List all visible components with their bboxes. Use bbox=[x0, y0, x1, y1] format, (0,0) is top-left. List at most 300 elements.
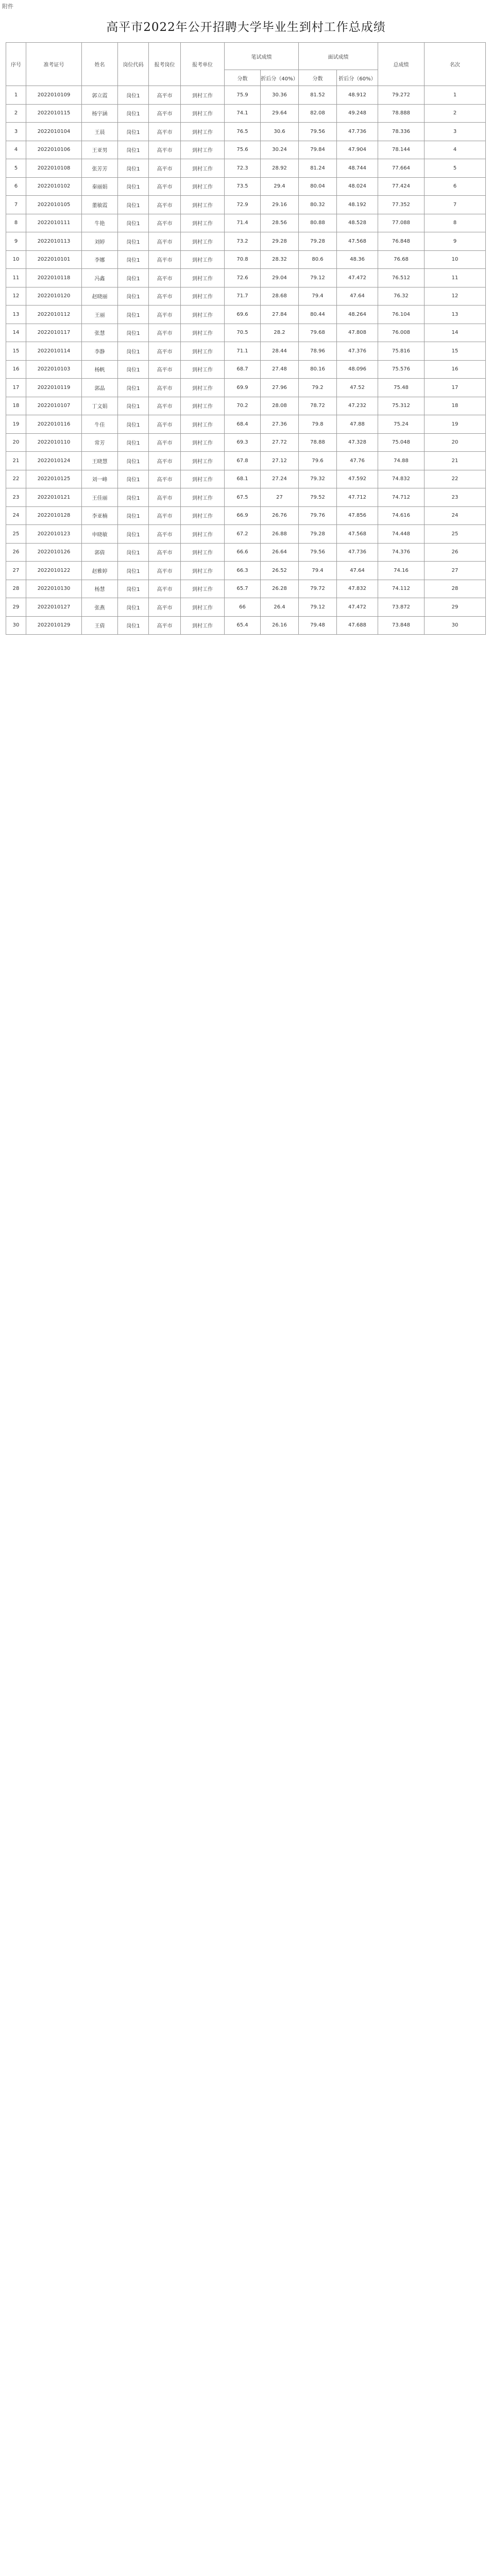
cell-rank: 18 bbox=[425, 397, 486, 415]
cell-name: 秦丽娟 bbox=[82, 177, 118, 196]
cell-interview-score: 79.28 bbox=[299, 232, 337, 251]
cell-written-score: 74.1 bbox=[225, 104, 261, 123]
table-row bbox=[6, 433, 486, 452]
cell-written-pct: 27.48 bbox=[261, 360, 299, 379]
cell-written-pct: 28.2 bbox=[261, 324, 299, 342]
cell-exam-no: 2022010128 bbox=[26, 506, 82, 525]
cell-exam-no: 2022010116 bbox=[26, 415, 82, 434]
cell-post-code: 岗位1 bbox=[118, 397, 149, 415]
cell-written-score: 71.4 bbox=[225, 214, 261, 232]
cell-seq: 3 bbox=[6, 123, 26, 141]
cell-rank: 3 bbox=[425, 123, 486, 141]
cell-interview-pct: 47.76 bbox=[337, 452, 378, 470]
cell-post-code: 岗位1 bbox=[118, 287, 149, 306]
cell-interview-score: 81.24 bbox=[299, 159, 337, 178]
header-dept: 报考单位 bbox=[181, 43, 225, 86]
table-row bbox=[6, 177, 486, 196]
cell-written-pct: 28.44 bbox=[261, 342, 299, 361]
cell-name: 李娜 bbox=[82, 250, 118, 269]
cell-written-score: 69.6 bbox=[225, 306, 261, 324]
cell-interview-pct: 47.808 bbox=[337, 324, 378, 342]
cell-dept: 到村工作 bbox=[181, 250, 225, 269]
cell-post-code: 岗位1 bbox=[118, 452, 149, 470]
cell-interview-score: 78.88 bbox=[299, 433, 337, 452]
cell-post-name: 高平市 bbox=[149, 342, 181, 361]
cell-rank: 22 bbox=[425, 470, 486, 488]
cell-dept: 到村工作 bbox=[181, 269, 225, 287]
cell-post-code: 岗位1 bbox=[118, 214, 149, 232]
cell-interview-pct: 48.744 bbox=[337, 159, 378, 178]
cell-seq: 8 bbox=[6, 214, 26, 232]
cell-interview-pct: 47.592 bbox=[337, 470, 378, 488]
cell-interview-pct: 47.904 bbox=[337, 141, 378, 159]
cell-seq: 19 bbox=[6, 415, 26, 434]
cell-written-score: 72.9 bbox=[225, 196, 261, 214]
cell-dept: 到村工作 bbox=[181, 324, 225, 342]
cell-post-name: 高平市 bbox=[149, 159, 181, 178]
cell-name: 赵雅婷 bbox=[82, 562, 118, 580]
cell-seq: 26 bbox=[6, 543, 26, 562]
cell-interview-pct: 47.736 bbox=[337, 543, 378, 562]
cell-post-name: 高平市 bbox=[149, 562, 181, 580]
table-row bbox=[6, 123, 486, 141]
table-row bbox=[6, 506, 486, 525]
cell-interview-score: 80.32 bbox=[299, 196, 337, 214]
cell-post-code: 岗位1 bbox=[118, 250, 149, 269]
table-row bbox=[6, 342, 486, 361]
cell-written-pct: 26.4 bbox=[261, 598, 299, 617]
cell-written-score: 75.6 bbox=[225, 141, 261, 159]
cell-rank: 17 bbox=[425, 379, 486, 397]
cell-interview-score: 79.56 bbox=[299, 123, 337, 141]
cell-total: 74.88 bbox=[378, 452, 425, 470]
cell-post-name: 高平市 bbox=[149, 324, 181, 342]
table-row bbox=[6, 543, 486, 562]
cell-seq: 2 bbox=[6, 104, 26, 123]
cell-total: 77.088 bbox=[378, 214, 425, 232]
cell-written-pct: 26.76 bbox=[261, 506, 299, 525]
cell-dept: 到村工作 bbox=[181, 287, 225, 306]
cell-post-code: 岗位1 bbox=[118, 306, 149, 324]
cell-interview-pct: 47.472 bbox=[337, 598, 378, 617]
header-written-pct: 折后分（40%） bbox=[261, 70, 299, 86]
cell-total: 74.376 bbox=[378, 543, 425, 562]
cell-post-name: 高平市 bbox=[149, 598, 181, 617]
cell-total: 75.312 bbox=[378, 397, 425, 415]
table-row bbox=[6, 415, 486, 434]
cell-rank: 25 bbox=[425, 525, 486, 544]
cell-dept: 到村工作 bbox=[181, 433, 225, 452]
cell-post-code: 岗位1 bbox=[118, 580, 149, 598]
cell-interview-score: 79.8 bbox=[299, 415, 337, 434]
cell-written-pct: 29.4 bbox=[261, 177, 299, 196]
header-rank: 名次 bbox=[425, 43, 486, 86]
cell-seq: 11 bbox=[6, 269, 26, 287]
cell-total: 73.872 bbox=[378, 598, 425, 617]
cell-written-pct: 27 bbox=[261, 488, 299, 507]
cell-total: 76.848 bbox=[378, 232, 425, 251]
cell-written-pct: 26.52 bbox=[261, 562, 299, 580]
cell-interview-pct: 47.856 bbox=[337, 506, 378, 525]
cell-post-code: 岗位1 bbox=[118, 159, 149, 178]
cell-written-pct: 30.36 bbox=[261, 86, 299, 105]
cell-name: 刘一峰 bbox=[82, 470, 118, 488]
cell-seq: 18 bbox=[6, 397, 26, 415]
cell-written-score: 68.7 bbox=[225, 360, 261, 379]
cell-post-name: 高平市 bbox=[149, 543, 181, 562]
cell-written-pct: 27.24 bbox=[261, 470, 299, 488]
cell-post-name: 高平市 bbox=[149, 232, 181, 251]
cell-post-name: 高平市 bbox=[149, 287, 181, 306]
cell-post-code: 岗位1 bbox=[118, 196, 149, 214]
table-row bbox=[6, 104, 486, 123]
cell-rank: 7 bbox=[425, 196, 486, 214]
cell-written-score: 67.8 bbox=[225, 452, 261, 470]
cell-name: 牛佳 bbox=[82, 415, 118, 434]
cell-interview-score: 79.6 bbox=[299, 452, 337, 470]
cell-interview-score: 80.44 bbox=[299, 306, 337, 324]
table-row bbox=[6, 452, 486, 470]
table-row bbox=[6, 232, 486, 251]
cell-written-pct: 28.92 bbox=[261, 159, 299, 178]
cell-total: 79.272 bbox=[378, 86, 425, 105]
cell-interview-pct: 47.832 bbox=[337, 580, 378, 598]
cell-dept: 到村工作 bbox=[181, 415, 225, 434]
cell-rank: 11 bbox=[425, 269, 486, 287]
cell-interview-pct: 47.328 bbox=[337, 433, 378, 452]
cell-total: 74.448 bbox=[378, 525, 425, 544]
cell-post-name: 高平市 bbox=[149, 196, 181, 214]
table-row bbox=[6, 287, 486, 306]
cell-exam-no: 2022010101 bbox=[26, 250, 82, 269]
cell-name: 董敏霞 bbox=[82, 196, 118, 214]
cell-seq: 29 bbox=[6, 598, 26, 617]
cell-seq: 28 bbox=[6, 580, 26, 598]
cell-interview-pct: 48.264 bbox=[337, 306, 378, 324]
cell-written-pct: 29.64 bbox=[261, 104, 299, 123]
cell-name: 李亚楠 bbox=[82, 506, 118, 525]
cell-name: 杨慧 bbox=[82, 580, 118, 598]
cell-exam-no: 2022010127 bbox=[26, 598, 82, 617]
cell-written-score: 70.2 bbox=[225, 397, 261, 415]
cell-name: 申晓敏 bbox=[82, 525, 118, 544]
table-row bbox=[6, 562, 486, 580]
cell-post-code: 岗位1 bbox=[118, 616, 149, 635]
cell-total: 75.48 bbox=[378, 379, 425, 397]
cell-rank: 15 bbox=[425, 342, 486, 361]
cell-total: 73.848 bbox=[378, 616, 425, 635]
cell-post-code: 岗位1 bbox=[118, 324, 149, 342]
cell-dept: 到村工作 bbox=[181, 123, 225, 141]
cell-rank: 13 bbox=[425, 306, 486, 324]
cell-seq: 14 bbox=[6, 324, 26, 342]
cell-total: 74.616 bbox=[378, 506, 425, 525]
cell-total: 77.664 bbox=[378, 159, 425, 178]
table-row bbox=[6, 141, 486, 159]
cell-seq: 16 bbox=[6, 360, 26, 379]
cell-post-code: 岗位1 bbox=[118, 598, 149, 617]
cell-post-name: 高平市 bbox=[149, 104, 181, 123]
cell-seq: 7 bbox=[6, 196, 26, 214]
cell-post-code: 岗位1 bbox=[118, 433, 149, 452]
cell-rank: 10 bbox=[425, 250, 486, 269]
cell-rank: 29 bbox=[425, 598, 486, 617]
header-name: 姓名 bbox=[82, 43, 118, 86]
cell-rank: 6 bbox=[425, 177, 486, 196]
cell-seq: 21 bbox=[6, 452, 26, 470]
cell-written-pct: 28.32 bbox=[261, 250, 299, 269]
cell-name: 王丽 bbox=[82, 306, 118, 324]
table-row bbox=[6, 214, 486, 232]
cell-seq: 6 bbox=[6, 177, 26, 196]
cell-rank: 28 bbox=[425, 580, 486, 598]
cell-written-score: 76.5 bbox=[225, 123, 261, 141]
cell-interview-pct: 47.472 bbox=[337, 269, 378, 287]
cell-name: 杨帆 bbox=[82, 360, 118, 379]
cell-total: 74.16 bbox=[378, 562, 425, 580]
cell-post-name: 高平市 bbox=[149, 580, 181, 598]
cell-seq: 23 bbox=[6, 488, 26, 507]
cell-interview-score: 80.04 bbox=[299, 177, 337, 196]
cell-written-score: 72.3 bbox=[225, 159, 261, 178]
cell-total: 74.712 bbox=[378, 488, 425, 507]
cell-post-name: 高平市 bbox=[149, 86, 181, 105]
cell-exam-no: 2022010124 bbox=[26, 452, 82, 470]
cell-dept: 到村工作 bbox=[181, 616, 225, 635]
cell-dept: 到村工作 bbox=[181, 506, 225, 525]
cell-exam-no: 2022010102 bbox=[26, 177, 82, 196]
cell-exam-no: 2022010112 bbox=[26, 306, 82, 324]
cell-post-code: 岗位1 bbox=[118, 86, 149, 105]
cell-exam-no: 2022010121 bbox=[26, 488, 82, 507]
header-interview-pct: 折后分（60%） bbox=[337, 70, 378, 86]
cell-exam-no: 2022010120 bbox=[26, 287, 82, 306]
cell-total: 76.512 bbox=[378, 269, 425, 287]
cell-rank: 21 bbox=[425, 452, 486, 470]
cell-post-code: 岗位1 bbox=[118, 342, 149, 361]
cell-rank: 8 bbox=[425, 214, 486, 232]
cell-written-score: 68.4 bbox=[225, 415, 261, 434]
cell-written-pct: 27.84 bbox=[261, 306, 299, 324]
cell-dept: 到村工作 bbox=[181, 543, 225, 562]
cell-interview-pct: 47.376 bbox=[337, 342, 378, 361]
header-seq: 序号 bbox=[6, 43, 26, 86]
cell-written-pct: 26.28 bbox=[261, 580, 299, 598]
cell-exam-no: 2022010115 bbox=[26, 104, 82, 123]
cell-written-pct: 29.28 bbox=[261, 232, 299, 251]
cell-dept: 到村工作 bbox=[181, 580, 225, 598]
cell-written-score: 68.1 bbox=[225, 470, 261, 488]
cell-rank: 30 bbox=[425, 616, 486, 635]
header-interview-score: 分数 bbox=[299, 70, 337, 86]
header-interview-group: 面试成绩 bbox=[299, 43, 378, 70]
cell-interview-score: 79.48 bbox=[299, 616, 337, 635]
cell-written-pct: 27.72 bbox=[261, 433, 299, 452]
cell-post-code: 岗位1 bbox=[118, 232, 149, 251]
cell-post-code: 岗位1 bbox=[118, 506, 149, 525]
attachment-label: 附件 bbox=[2, 3, 13, 10]
table-row bbox=[6, 86, 486, 105]
cell-interview-score: 79.52 bbox=[299, 488, 337, 507]
cell-interview-score: 79.4 bbox=[299, 287, 337, 306]
table-row bbox=[6, 379, 486, 397]
cell-name: 牛艳 bbox=[82, 214, 118, 232]
cell-interview-score: 79.72 bbox=[299, 580, 337, 598]
cell-interview-pct: 48.528 bbox=[337, 214, 378, 232]
cell-post-name: 高平市 bbox=[149, 488, 181, 507]
cell-interview-pct: 47.64 bbox=[337, 287, 378, 306]
cell-exam-no: 2022010107 bbox=[26, 397, 82, 415]
cell-written-score: 66 bbox=[225, 598, 261, 617]
cell-interview-score: 79.84 bbox=[299, 141, 337, 159]
cell-post-name: 高平市 bbox=[149, 269, 181, 287]
header-written-group: 笔试成绩 bbox=[225, 43, 299, 70]
cell-name: 张燕 bbox=[82, 598, 118, 617]
cell-dept: 到村工作 bbox=[181, 488, 225, 507]
cell-post-code: 岗位1 bbox=[118, 379, 149, 397]
cell-post-code: 岗位1 bbox=[118, 525, 149, 544]
cell-post-code: 岗位1 bbox=[118, 488, 149, 507]
cell-dept: 到村工作 bbox=[181, 86, 225, 105]
cell-exam-no: 2022010104 bbox=[26, 123, 82, 141]
header-post-name: 报考岗位 bbox=[149, 43, 181, 86]
cell-post-name: 高平市 bbox=[149, 415, 181, 434]
cell-post-name: 高平市 bbox=[149, 379, 181, 397]
cell-written-score: 75.9 bbox=[225, 86, 261, 105]
cell-post-code: 岗位1 bbox=[118, 360, 149, 379]
cell-name: 张芳芳 bbox=[82, 159, 118, 178]
cell-written-pct: 26.64 bbox=[261, 543, 299, 562]
cell-name: 李静 bbox=[82, 342, 118, 361]
cell-exam-no: 2022010129 bbox=[26, 616, 82, 635]
cell-seq: 25 bbox=[6, 525, 26, 544]
cell-dept: 到村工作 bbox=[181, 470, 225, 488]
cell-written-pct: 26.16 bbox=[261, 616, 299, 635]
cell-post-code: 岗位1 bbox=[118, 415, 149, 434]
cell-exam-no: 2022010123 bbox=[26, 525, 82, 544]
cell-written-pct: 28.68 bbox=[261, 287, 299, 306]
cell-written-score: 66.9 bbox=[225, 506, 261, 525]
cell-interview-score: 79.76 bbox=[299, 506, 337, 525]
cell-interview-pct: 47.712 bbox=[337, 488, 378, 507]
table-row bbox=[6, 269, 486, 287]
cell-seq: 1 bbox=[6, 86, 26, 105]
cell-written-score: 66.6 bbox=[225, 543, 261, 562]
cell-rank: 16 bbox=[425, 360, 486, 379]
cell-post-code: 岗位1 bbox=[118, 269, 149, 287]
cell-dept: 到村工作 bbox=[181, 397, 225, 415]
cell-seq: 27 bbox=[6, 562, 26, 580]
cell-dept: 到村工作 bbox=[181, 177, 225, 196]
cell-total: 78.336 bbox=[378, 123, 425, 141]
cell-dept: 到村工作 bbox=[181, 104, 225, 123]
header-post-code: 岗位代码 bbox=[118, 43, 149, 86]
cell-post-code: 岗位1 bbox=[118, 470, 149, 488]
table-body bbox=[6, 86, 486, 635]
cell-interview-pct: 47.52 bbox=[337, 379, 378, 397]
cell-written-pct: 28.56 bbox=[261, 214, 299, 232]
table-row bbox=[6, 525, 486, 544]
table-row bbox=[6, 397, 486, 415]
cell-total: 76.104 bbox=[378, 306, 425, 324]
cell-total: 76.68 bbox=[378, 250, 425, 269]
cell-interview-pct: 48.36 bbox=[337, 250, 378, 269]
cell-written-pct: 30.24 bbox=[261, 141, 299, 159]
cell-dept: 到村工作 bbox=[181, 141, 225, 159]
cell-written-pct: 27.12 bbox=[261, 452, 299, 470]
cell-name: 郭倩 bbox=[82, 543, 118, 562]
cell-rank: 26 bbox=[425, 543, 486, 562]
cell-written-pct: 27.36 bbox=[261, 415, 299, 434]
cell-interview-score: 81.52 bbox=[299, 86, 337, 105]
cell-interview-score: 79.12 bbox=[299, 598, 337, 617]
cell-name: 常芳 bbox=[82, 433, 118, 452]
cell-rank: 5 bbox=[425, 159, 486, 178]
table-row bbox=[6, 580, 486, 598]
cell-exam-no: 2022010114 bbox=[26, 342, 82, 361]
cell-post-name: 高平市 bbox=[149, 123, 181, 141]
cell-exam-no: 2022010117 bbox=[26, 324, 82, 342]
cell-seq: 13 bbox=[6, 306, 26, 324]
cell-name: 王倩 bbox=[82, 616, 118, 635]
table-row bbox=[6, 488, 486, 507]
cell-dept: 到村工作 bbox=[181, 525, 225, 544]
cell-post-code: 岗位1 bbox=[118, 141, 149, 159]
cell-post-name: 高平市 bbox=[149, 616, 181, 635]
cell-interview-score: 80.6 bbox=[299, 250, 337, 269]
cell-dept: 到村工作 bbox=[181, 360, 225, 379]
cell-name: 郭立霞 bbox=[82, 86, 118, 105]
cell-post-code: 岗位1 bbox=[118, 177, 149, 196]
cell-post-name: 高平市 bbox=[149, 250, 181, 269]
cell-post-name: 高平市 bbox=[149, 506, 181, 525]
cell-written-score: 65.7 bbox=[225, 580, 261, 598]
cell-interview-pct: 48.912 bbox=[337, 86, 378, 105]
cell-post-name: 高平市 bbox=[149, 360, 181, 379]
cell-interview-score: 79.2 bbox=[299, 379, 337, 397]
cell-rank: 14 bbox=[425, 324, 486, 342]
cell-name: 王晓慧 bbox=[82, 452, 118, 470]
cell-interview-score: 80.16 bbox=[299, 360, 337, 379]
table-row bbox=[6, 159, 486, 178]
cell-dept: 到村工作 bbox=[181, 196, 225, 214]
cell-name: 丁文娟 bbox=[82, 397, 118, 415]
cell-post-name: 高平市 bbox=[149, 177, 181, 196]
cell-post-name: 高平市 bbox=[149, 141, 181, 159]
cell-interview-score: 79.28 bbox=[299, 525, 337, 544]
cell-interview-score: 79.12 bbox=[299, 269, 337, 287]
cell-written-score: 70.8 bbox=[225, 250, 261, 269]
cell-total: 75.576 bbox=[378, 360, 425, 379]
cell-written-score: 70.5 bbox=[225, 324, 261, 342]
cell-post-code: 岗位1 bbox=[118, 543, 149, 562]
table-row bbox=[6, 250, 486, 269]
cell-interview-score: 79.68 bbox=[299, 324, 337, 342]
cell-post-code: 岗位1 bbox=[118, 104, 149, 123]
table-row bbox=[6, 324, 486, 342]
cell-post-name: 高平市 bbox=[149, 525, 181, 544]
cell-total: 75.816 bbox=[378, 342, 425, 361]
cell-name: 王亚男 bbox=[82, 141, 118, 159]
cell-written-score: 65.4 bbox=[225, 616, 261, 635]
cell-seq: 5 bbox=[6, 159, 26, 178]
cell-interview-score: 78.72 bbox=[299, 397, 337, 415]
cell-dept: 到村工作 bbox=[181, 306, 225, 324]
cell-exam-no: 2022010113 bbox=[26, 232, 82, 251]
cell-written-score: 71.1 bbox=[225, 342, 261, 361]
cell-dept: 到村工作 bbox=[181, 214, 225, 232]
cell-name: 杨宇涵 bbox=[82, 104, 118, 123]
